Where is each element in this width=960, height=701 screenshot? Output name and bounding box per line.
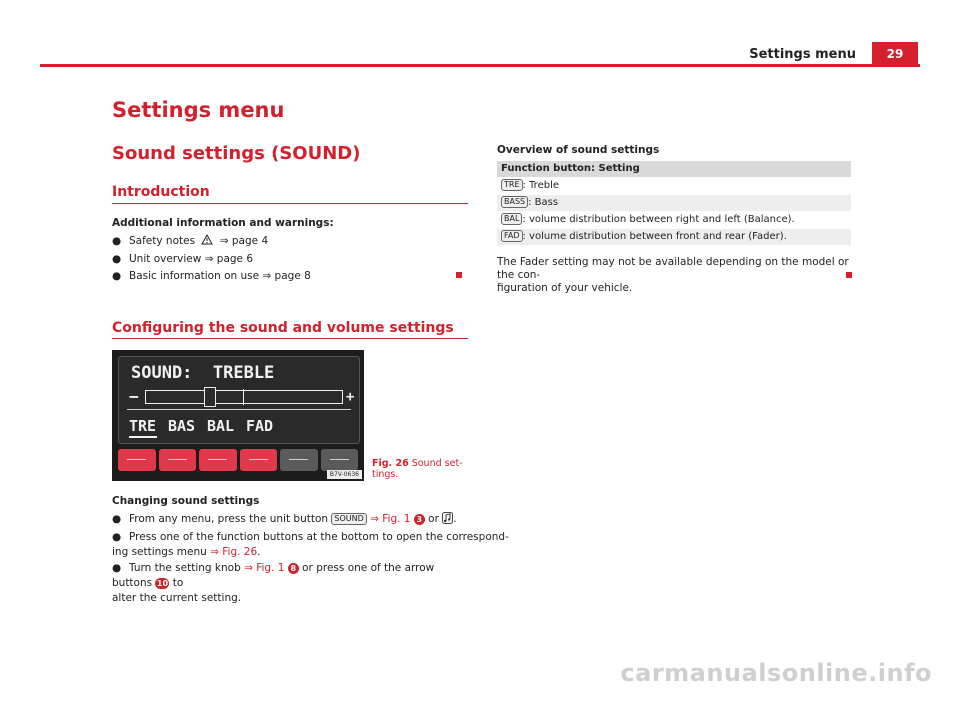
bullet-text: Unit overview [129, 253, 202, 265]
sound-settings-table [497, 161, 851, 246]
step-3: ● Turn the setting knob ⇒ Fig. 1 8 or press one of the arrow buttons 10 to alter the current setting. [112, 562, 435, 604]
tab-bal: BAL [207, 417, 235, 435]
function-button-tre[interactable] [118, 449, 156, 471]
fader-note: The Fader setting may not be available depending on the model or the con- figuration of your vehicle. [497, 256, 849, 294]
function-button-fad[interactable] [240, 449, 278, 471]
tab-tre: TRE [129, 417, 157, 435]
page-ref-link[interactable]: ⇒ page 4 [219, 235, 269, 247]
sound-settings-figure [112, 350, 364, 481]
tab-fad: FAD [246, 417, 274, 435]
caption-text-2: tings. [372, 469, 399, 480]
tab-tre-underline [129, 436, 157, 438]
end-of-section-mark [456, 272, 462, 278]
caption-label: Fig. 26 [372, 458, 409, 469]
function-key: BASS [501, 196, 528, 208]
changing-title: Changing sound settings [112, 495, 260, 507]
music-note-key-icon [442, 512, 453, 524]
watermark: carmanualsonline.info [620, 659, 932, 687]
treble-slider [145, 390, 343, 404]
function-button-bal[interactable] [199, 449, 237, 471]
table-row: BAL : volume distribution between right and left (Balance). [497, 212, 851, 228]
step-1: ● From any menu, press the unit button SOUND ⇒ Fig. 1 3 or . [112, 513, 457, 525]
page-ref-link[interactable]: ⇒ page 6 [204, 253, 254, 265]
page-number: 29 [872, 42, 918, 66]
display-divider [127, 409, 351, 410]
sound-key: SOUND [331, 513, 366, 525]
function-key: TRE [501, 179, 523, 191]
section-title: Sound settings (SOUND) [112, 143, 361, 164]
plus-label: + [346, 389, 355, 405]
bullet-text: Safety notes [129, 235, 196, 247]
function-button-bas[interactable] [159, 449, 197, 471]
callout-number: 10 [156, 579, 169, 588]
slider-handle [204, 387, 216, 407]
intro-heading: Introduction [112, 184, 210, 200]
tab-bas: BAS [168, 417, 196, 435]
config-heading: Configuring the sound and volume settings [112, 320, 454, 336]
bullet-basic-info: ● Basic information on use ⇒ page 8 [112, 270, 311, 282]
figure-code: B7V-0636 [327, 470, 362, 479]
bullet-safety-notes: ● Safety notes ⇒ page 4 [112, 235, 269, 247]
step-2: ● Press one of the function buttons at the bottom to open the correspond- ing settings menu ⇒ Fig. 26. [112, 531, 509, 558]
fig-ref-link[interactable]: ⇒ Fig. 1 [370, 513, 411, 525]
figure-caption [372, 458, 463, 480]
header-rule [40, 64, 920, 67]
table-row: FAD : volume distribution between front and rear (Fader). [497, 229, 851, 245]
function-key: FAD [501, 230, 523, 242]
page-title: Settings menu [112, 98, 285, 122]
callout-number: 8 [288, 563, 299, 574]
table-row: TRE : Treble [497, 178, 851, 194]
intro-rule [112, 203, 468, 204]
table-header: Function button: Setting [497, 161, 851, 177]
function-key: BAL [501, 213, 522, 225]
table-row: BASS : Bass [497, 195, 851, 211]
additional-info-label: Additional information and warnings: [112, 217, 334, 229]
running-title: Settings menu [749, 47, 856, 62]
display-title: SOUND: TREBLE [131, 363, 275, 383]
radio-display [118, 356, 360, 444]
fig-ref-link[interactable]: ⇒ Fig. 1 [244, 562, 285, 574]
config-rule [112, 338, 468, 339]
overview-title: Overview of sound settings [497, 144, 660, 156]
slider-center-mark [243, 389, 244, 405]
bullet-unit-overview: ● Unit overview ⇒ page 6 [112, 253, 254, 265]
fig-ref-link[interactable]: ⇒ Fig. 26 [210, 546, 258, 558]
end-of-section-mark [846, 272, 852, 278]
caption-text-1: Sound set- [411, 458, 463, 469]
function-button-6[interactable] [321, 449, 359, 471]
callout-number: 3 [414, 514, 425, 525]
function-button-5[interactable] [280, 449, 318, 471]
minus-label: − [129, 387, 139, 406]
function-button-row [118, 449, 358, 471]
page-ref-link[interactable]: ⇒ page 8 [262, 270, 311, 282]
bullet-text: Basic information on use [129, 270, 260, 282]
warning-icon [201, 234, 213, 245]
